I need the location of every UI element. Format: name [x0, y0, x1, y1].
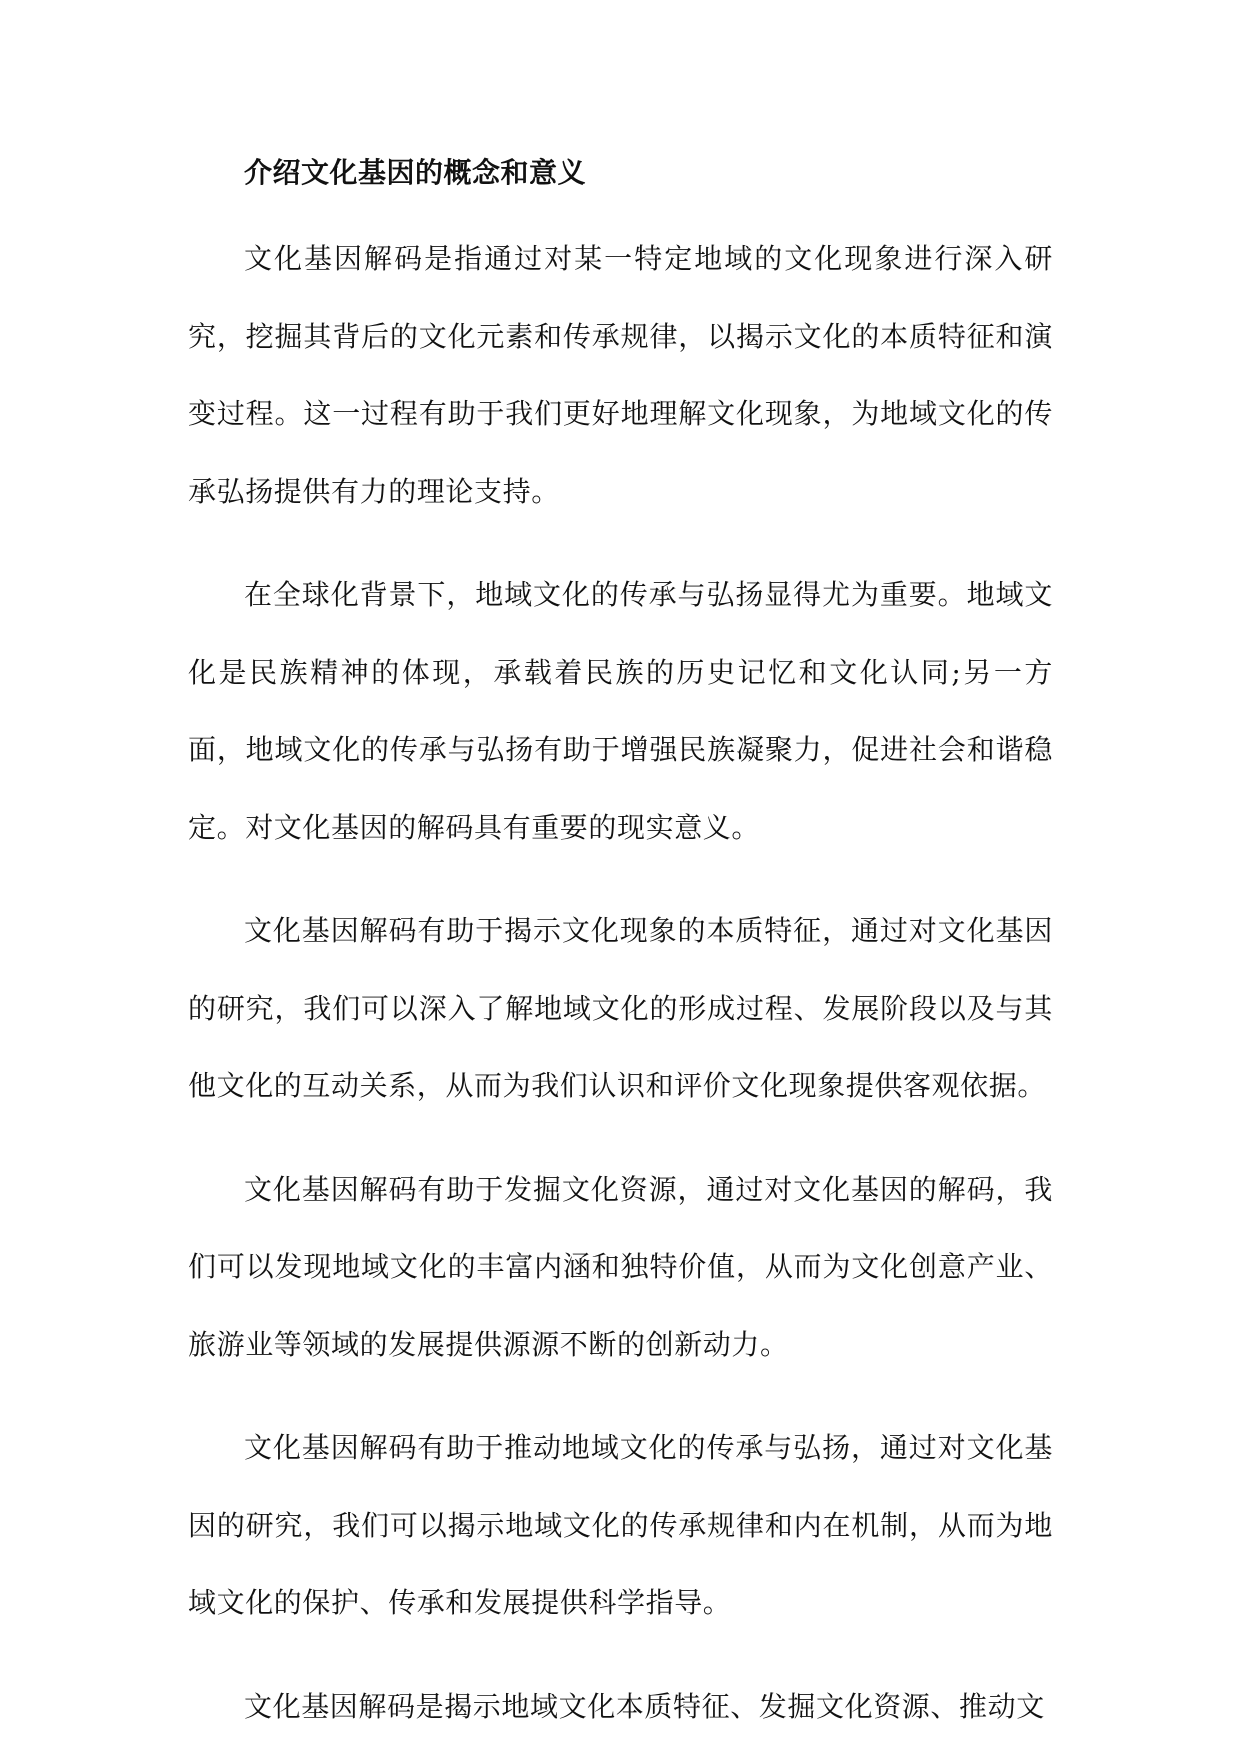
paragraph-1: 文化基因解码是指通过对某一特定地域的文化现象进行深入研究，挖掘其背后的文化元素和传承规律，以揭示文化的本质特征和演变过程。这一过程有助于我们更好地理解文化现象，为地域文化的传承弘扬提供有力的理论支持。 — [188, 242, 1053, 508]
paragraph-5: 文化基因解码有助于推动地域文化的传承与弘扬，通过对文化基因的研究，我们可以揭示地域文化的传承规律和内在机制，从而为地域文化的保护、传承和发展提供科学指导。 — [188, 1431, 1053, 1619]
paragraph-2: 在全球化背景下，地域文化的传承与弘扬显得尤为重要。地域文化是民族精神的体现，承载着民族的历史记忆和文化认同;另一方面，地域文化的传承与弘扬有助于增强民族凝聚力，促进社会和谐稳定。对文化基因的解码具有重要的现实意义。 — [188, 578, 1053, 844]
paragraph-4: 文化基因解码有助于发掘文化资源，通过对文化基因的解码，我们可以发现地域文化的丰富内涵和独特价值，从而为文化创意产业、旅游业等领域的发展提供源源不断的创新动力。 — [188, 1172, 1053, 1361]
paragraph-6: 文化基因解码是揭示地域文化本质特征、发掘文化资源、推动文 — [244, 1689, 1045, 1723]
paragraph-3: 文化基因解码有助于揭示文化现象的本质特征，通过对文化基因的研究，我们可以深入了解地域文化的形成过程、发展阶段以及与其他文化的互动关系，从而为我们认识和评价文化现象提供客观依据。 — [188, 914, 1053, 1102]
section-heading: 介绍文化基因的概念和意义 — [244, 156, 587, 189]
document-body — [188, 148, 1053, 1745]
